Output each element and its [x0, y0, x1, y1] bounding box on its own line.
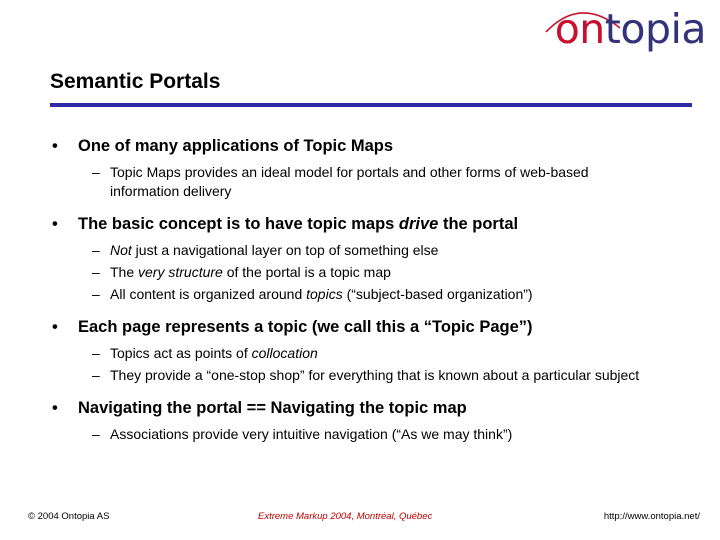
- bullet-symbol: •: [52, 215, 58, 233]
- sub-item: – Topics act as points of collocation: [92, 345, 318, 361]
- bullet-item: [52, 318, 652, 337]
- sub-item: – Not just a navigational layer on top of something else: [92, 242, 439, 258]
- slide-content: [52, 137, 652, 447]
- bullet-symbol: •: [52, 318, 58, 336]
- bullet-symbol: •: [52, 399, 58, 417]
- dash-symbol: –: [92, 345, 100, 361]
- dash-symbol: –: [92, 164, 100, 180]
- sub-item: – They provide a “one-stop shop” for everything that is known about a particular subject: [92, 367, 640, 383]
- footer-event: Extreme Markup 2004, Montréal, Québec: [258, 511, 433, 522]
- sub-item: – Topic Maps provides an ideal model for portals and other forms of web-based information delivery: [92, 164, 589, 199]
- bullet-item: [52, 399, 652, 418]
- sub-list: [52, 425, 652, 444]
- dash-symbol: –: [92, 286, 100, 302]
- bullet-symbol: •: [52, 137, 58, 155]
- bullet-block: [52, 137, 652, 201]
- dash-symbol: –: [92, 367, 100, 383]
- bullet-text: Navigating the portal == Navigating the topic map: [78, 399, 467, 417]
- footer-copyright: © 2004 Ontopia AS: [28, 511, 110, 522]
- dash-symbol: –: [92, 426, 100, 442]
- ontopia-logo: ontopia: [554, 5, 706, 53]
- bullet-block: [52, 399, 652, 444]
- sub-list: [52, 163, 652, 201]
- sub-item: – The very structure of the portal is a topic map: [92, 264, 391, 280]
- bullet-text: One of many applications of Topic Maps: [78, 137, 394, 155]
- sub-item: – Associations provide very intuitive navigation (“As we may think”): [92, 426, 513, 442]
- bullet-item: • The basic concept is to have topic maps drive the portal: [52, 215, 519, 233]
- sub-item: – All content is organized around topics (“subject-based organization”): [92, 286, 533, 302]
- bullet-text: Each page represents a topic (we call this a “Topic Page”): [78, 318, 533, 336]
- bullet-block: [52, 215, 652, 304]
- bullet-block: [52, 318, 652, 385]
- footer-url[interactable]: http://www.ontopia.net/: [603, 511, 700, 522]
- sub-list: [52, 241, 652, 304]
- title-rule: [50, 103, 692, 107]
- dash-symbol: –: [92, 242, 100, 258]
- sub-list: [52, 344, 652, 385]
- page-title: Semantic Portals: [50, 70, 221, 93]
- dash-symbol: –: [92, 264, 100, 280]
- bullet-item: [52, 137, 652, 156]
